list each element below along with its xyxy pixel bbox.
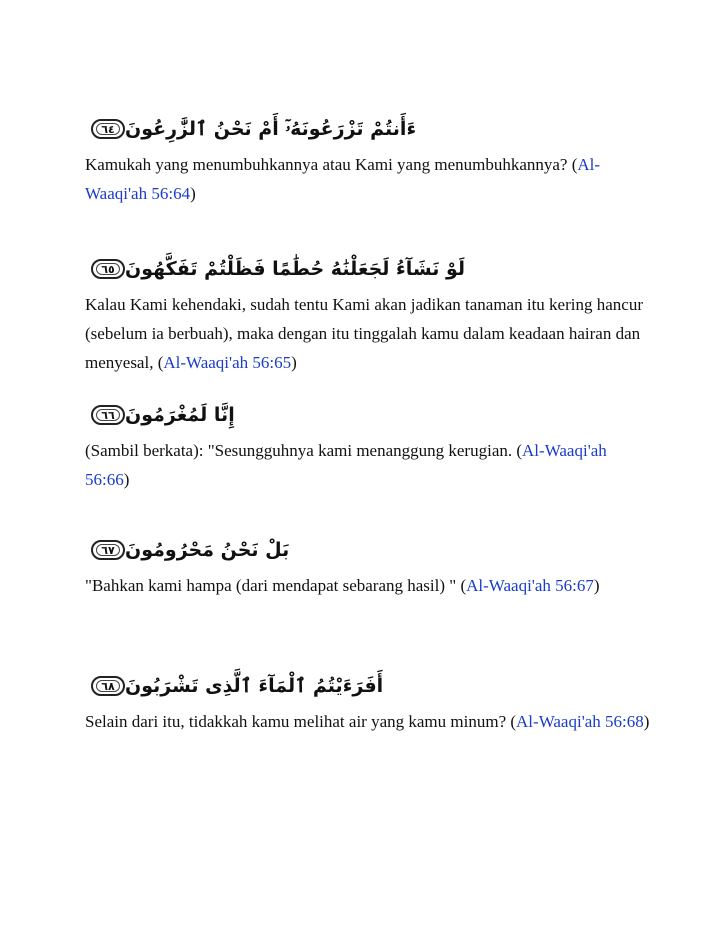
translation-body: Kamukah yang menumbuhkannya atau Kami yang menumbuhkannya? ( bbox=[85, 155, 578, 174]
arabic-line bbox=[85, 252, 655, 286]
verse-number-marker: ٦٨ bbox=[91, 676, 125, 696]
arabic-line bbox=[85, 112, 655, 146]
verse-reference-link[interactable]: Al-Waaqi'ah 56:64 bbox=[85, 155, 601, 203]
verse-block-64 bbox=[85, 112, 655, 208]
translation-body: "Bahkan kami hampa (dari mendapat sebarang hasil) " ( bbox=[85, 576, 467, 595]
verse-block-68 bbox=[85, 669, 655, 736]
arabic-verse-text: أَفَرَءَيْتُمُ ٱلْمَآءَ ٱلَّذِى تَشْرَبُونَ bbox=[125, 675, 384, 697]
verse-reference-link[interactable]: Al-Waaqi'ah 56:67 bbox=[466, 576, 594, 595]
arabic-verse-text: إِنَّا لَمُغْرَمُونَ bbox=[125, 404, 235, 426]
translation-text bbox=[85, 571, 655, 600]
verse-reference-link[interactable]: Al-Waaqi'ah 56:68 bbox=[516, 712, 644, 731]
verse-reference-link[interactable]: Al-Waaqi'ah 56:66 bbox=[85, 441, 607, 489]
verse-number-marker: ٦٤ bbox=[91, 119, 125, 139]
translation-text bbox=[85, 150, 655, 208]
closing-paren: ) bbox=[291, 353, 297, 372]
translation-body: Selain dari itu, tidakkah kamu melihat air yang kamu minum? ( bbox=[85, 712, 517, 731]
verse-block-66 bbox=[85, 398, 655, 494]
verse-number-marker: ٦٥ bbox=[91, 259, 125, 279]
closing-paren: ) bbox=[643, 712, 650, 731]
verse-block-65 bbox=[85, 252, 655, 377]
verse-block-67 bbox=[85, 533, 655, 600]
verse-number-marker: ٦٧ bbox=[91, 540, 125, 560]
translation-body: (Sambil berkata): "Sesungguhnya kami menanggung kerugian. ( bbox=[85, 441, 523, 460]
verse-reference-link[interactable]: Al-Waaqi'ah 56:65 bbox=[163, 353, 292, 372]
arabic-line bbox=[85, 533, 655, 567]
translation-text bbox=[85, 707, 655, 736]
arabic-verse-text: لَوْ نَشَآءُ لَجَعَلْنَٰهُ حُطَٰمًا فَظَلْتُمْ تَفَكَّهُونَ bbox=[125, 258, 465, 280]
closing-paren: ) bbox=[190, 184, 196, 203]
translation-text bbox=[85, 290, 655, 377]
arabic-verse-text: بَلْ نَحْنُ مَحْرُومُونَ bbox=[125, 539, 290, 561]
arabic-line bbox=[85, 398, 655, 432]
closing-paren: ) bbox=[123, 470, 130, 489]
translation-text bbox=[85, 436, 655, 494]
arabic-line bbox=[85, 669, 655, 703]
arabic-verse-text: ءَأَنتُمْ تَزْرَعُونَهُۥٓ أَمْ نَحْنُ ٱلزَّٰرِعُونَ bbox=[125, 118, 417, 140]
closing-paren: ) bbox=[593, 576, 600, 595]
verse-number-marker: ٦٦ bbox=[91, 405, 125, 425]
translation-body: Kalau Kami kehendaki, sudah tentu Kami akan jadikan tanaman itu kering hancur (sebelum ia berbuah), maka dengan itu tinggalah kamu dalam keadaan hairan dan menyesal, ( bbox=[85, 295, 643, 372]
